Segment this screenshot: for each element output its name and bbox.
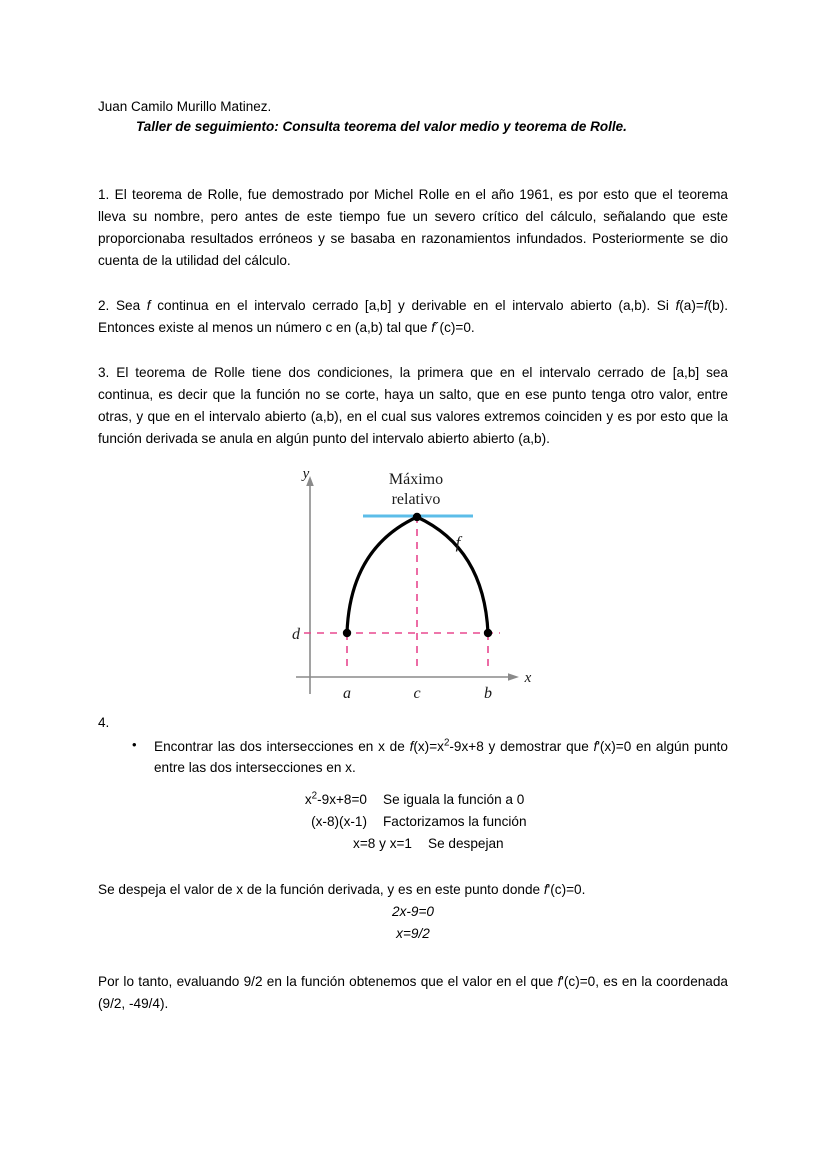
equation-lhs-pre: x xyxy=(304,792,312,808)
bullet-list xyxy=(98,736,728,780)
figure-container xyxy=(98,462,728,707)
bullet-part-4: '(x)=0 en algún punto entre las dos intersecciones en x. xyxy=(154,738,728,776)
document-subtitle: Taller de seguimiento: Consulta teorema del valor medio y teorema de Rolle. xyxy=(136,119,627,135)
p2-f-2: f xyxy=(675,298,680,314)
point-a xyxy=(343,629,351,637)
p2-f-1: f xyxy=(146,298,151,314)
p2-part-4: (b). Entonces existe al menos un número c en (a,b) tal que xyxy=(98,298,729,336)
y-axis-label: y xyxy=(302,466,310,483)
bullet-f-2: f xyxy=(593,738,598,754)
p2-f-4: f xyxy=(431,320,436,336)
equation-lhs-pre: x=8 y x=1 xyxy=(353,836,412,852)
item-4-number: 4. xyxy=(98,715,110,731)
equation-explanation: Se despejan xyxy=(428,836,504,852)
x-axis-label: x xyxy=(524,670,532,687)
equation-lhs xyxy=(98,833,428,855)
bullet-superscript-1: 2 xyxy=(443,737,450,749)
x-axis-arrow-icon xyxy=(508,673,519,681)
p2-part-3: (a)= xyxy=(679,298,704,314)
tick-label-c: c xyxy=(413,685,421,703)
paragraph-1: 1. El teorema de Rolle, fue demostrado por Michel Rolle en el año 1961, es por esto que el teorema lleva su nombre, pero antes de este tiempo fue un severo crítico del cálculo, señalando que este proporcionaba resultados erróneos y se basaba en razonamientos infundados. Posteriormente se dio cuenta de la utilidad del cálculo. xyxy=(98,187,728,269)
equation-lhs xyxy=(98,789,383,811)
p4-part-2: '(c)=0. xyxy=(547,882,586,898)
point-c-maximum xyxy=(413,513,421,521)
figure-caption-line-1: Máximo xyxy=(388,471,444,489)
p4-f-1: f xyxy=(543,882,548,898)
p2-part-5: ´(c)=0. xyxy=(435,320,475,336)
bullet-f-1: f xyxy=(409,738,414,754)
centered-equation-block xyxy=(98,901,728,945)
bullet-part-1: Encontrar las dos intersecciones en x de xyxy=(154,738,410,754)
p2-part-1: 2. Sea xyxy=(98,298,147,314)
list-item xyxy=(154,736,728,780)
paragraph-2 xyxy=(98,295,728,339)
p5-part-2: '(c)=0, es en la coordenada (9/2, -49/4). xyxy=(98,973,728,1011)
equation-lhs-superscript: 2 xyxy=(311,790,318,802)
equation-explanation: Se iguala la función a 0 xyxy=(383,792,525,808)
equation-row xyxy=(98,789,728,811)
centered-equation: x=9/2 xyxy=(396,925,430,941)
equation-row xyxy=(98,833,728,855)
rolle-diagram-svg xyxy=(288,462,538,707)
tick-label-d: d xyxy=(292,626,300,644)
point-b xyxy=(484,629,492,637)
p2-part-2: continua en el intervalo cerrado [a,b] y derivable en el intervalo abierto (a,b). Si xyxy=(150,298,676,314)
bullet-part-2: (x)=x xyxy=(413,738,444,754)
curve-label-f: f xyxy=(455,533,461,553)
equation-lhs-post: -9x+8=0 xyxy=(317,792,367,808)
document-content xyxy=(98,98,728,1015)
equation-explanation: Factorizamos la función xyxy=(383,814,527,830)
equation-lhs-pre: (x-8)(x-1) xyxy=(311,814,367,830)
p5-f-1: f xyxy=(557,973,562,989)
paragraph-3: 3. El teorema de Rolle tiene dos condiciones, la primera que en el intervalo cerrado de [a,b] sea continua, es decir que la función no se corte, haya un salto, que en ese punto tenga otro valor, entre otras, y que en el intervalo abierto (a,b), en el cual sus valores extremos coinciden y es por esto que la función derivada se anula en algún punto del intervalo abierto abierto (a,b). xyxy=(98,365,728,447)
bullet-part-3: -9x+8 y demostrar que xyxy=(449,738,594,754)
p4-part-1: Se despeja el valor de x de la función derivada, y es en este punto donde xyxy=(98,882,544,898)
tick-label-b: b xyxy=(484,685,492,703)
p2-f-3: f xyxy=(703,298,708,314)
paragraph-5 xyxy=(98,971,728,1015)
equation-lhs xyxy=(98,811,383,833)
paragraph-4 xyxy=(98,879,728,901)
centered-equation: 2x-9=0 xyxy=(392,904,434,920)
figure-caption-line-2: relativo xyxy=(391,491,441,509)
tick-label-a: a xyxy=(343,685,351,703)
author-name: Juan Camilo Murillo Matinez. xyxy=(98,99,272,114)
rolle-theorem-figure xyxy=(288,462,538,707)
equation-block xyxy=(98,789,728,855)
equation-row xyxy=(98,811,728,833)
p5-part-1: Por lo tanto, evaluando 9/2 en la función obtenemos que el valor en el que xyxy=(98,973,558,989)
